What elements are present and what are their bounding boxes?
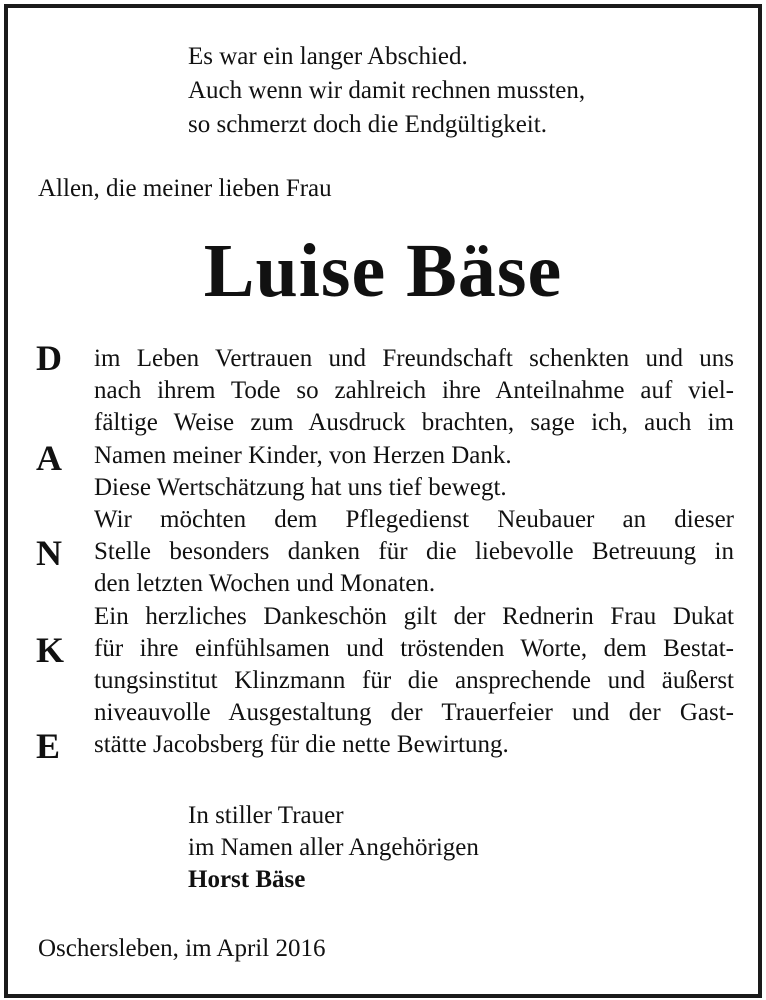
signer-name: Horst Bäse [188, 866, 306, 893]
quote-line: Auch wenn wir damit rechnen mussten, [188, 77, 586, 104]
obituary-notice [4, 4, 762, 998]
body-line: Wir möchten dem Pflegedienst Neubauer an dieser [94, 506, 734, 534]
quote-line: so schmerzt doch die Endgültigkeit. [188, 111, 547, 138]
opening-quote [188, 40, 585, 142]
signature-line: im Namen aller Angehörigen [188, 834, 479, 861]
deceased-name: Luise Bäse [203, 229, 563, 313]
body-line: im Leben Vertrauen und Freundschaft schenkten und uns [94, 345, 734, 372]
quote-line: Es war ein langer Abschied. [188, 43, 468, 70]
body-line: den letzten Wochen und Monaten. [94, 570, 436, 598]
acrostic-letter: E [36, 726, 61, 766]
acrostic-letter: K [36, 630, 65, 670]
body-line: Ein herzliches Dankeschön gilt der Rednerin Frau Dukat [94, 602, 734, 630]
place-date: Oschersleben, im April 2016 [38, 935, 326, 962]
body-line: fältige Weise zum Ausdruck brachten, sage ich, auch im [94, 409, 734, 437]
body-line: niveauvolle Ausgestaltung der Trauerfeier und der Gast- [94, 699, 734, 727]
body-line: Stelle besonders danken für die liebevolle Betreuung in [94, 538, 734, 566]
signature-line: In stiller Trauer [188, 802, 344, 829]
acrostic-letter: N [36, 533, 62, 573]
intro-text: Allen, die meiner lieben Frau [38, 175, 332, 202]
body-line: nach ihrem Tode so zahlreich ihre Anteilnahme auf viel- [94, 377, 734, 405]
body-line: Diese Wertschätzung hat uns tief bewegt. [94, 473, 507, 501]
body-line: tungsinstitut Klinzmann für die ansprechende und äußerst [94, 667, 734, 695]
thank-you-text [94, 343, 734, 762]
acrostic-letter: A [36, 438, 62, 478]
signature-block [188, 800, 479, 896]
body-line: Namen meiner Kinder, von Herzen Dank. [94, 441, 512, 469]
body-line: stätte Jacobsberg für die nette Bewirtung. [94, 731, 509, 759]
acrostic-letter: D [36, 338, 62, 378]
body-line: für ihre einfühlsamen und tröstenden Worte, dem Bestat- [94, 634, 734, 662]
